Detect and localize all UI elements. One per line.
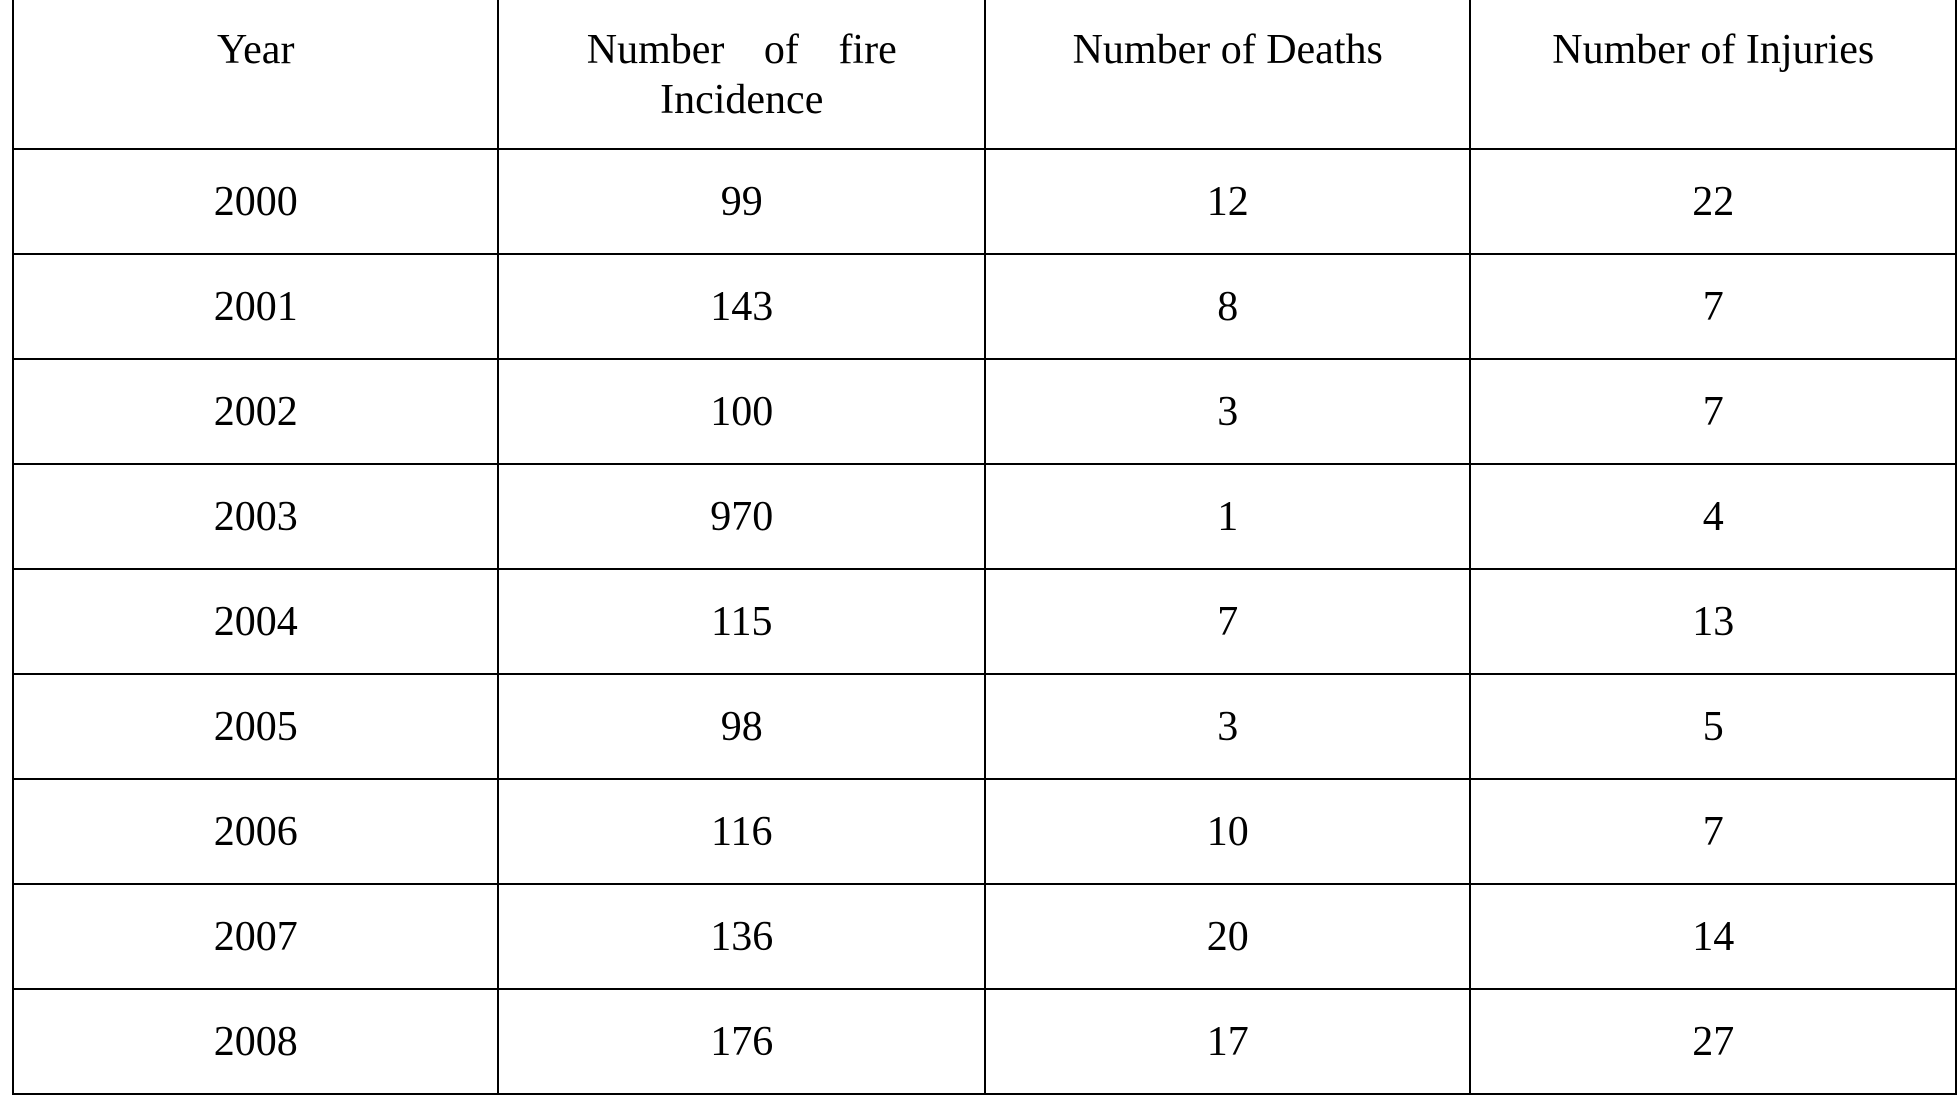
header-deaths: Number of Deaths: [985, 0, 1470, 149]
cell-deaths: 17: [985, 989, 1470, 1094]
cell-deaths: 8: [985, 254, 1470, 359]
cell-year: 2008: [13, 989, 498, 1094]
cell-deaths: 10: [985, 779, 1470, 884]
table-header: [13, 0, 1956, 149]
header-row: [13, 0, 1956, 149]
cell-injuries: 5: [1470, 674, 1956, 779]
table-row: [13, 884, 1956, 989]
table-row: [13, 254, 1956, 359]
cell-year: 2001: [13, 254, 498, 359]
cell-deaths: 7: [985, 569, 1470, 674]
cell-year: 2000: [13, 149, 498, 254]
cell-fire-incidence: 143: [498, 254, 985, 359]
cell-deaths: 1: [985, 464, 1470, 569]
cell-fire-incidence: 115: [498, 569, 985, 674]
cell-fire-incidence: 176: [498, 989, 985, 1094]
cell-fire-incidence: 99: [498, 149, 985, 254]
cell-fire-incidence: 116: [498, 779, 985, 884]
cell-injuries: 4: [1470, 464, 1956, 569]
cell-fire-incidence: 98: [498, 674, 985, 779]
cell-deaths: 3: [985, 359, 1470, 464]
cell-deaths: 12: [985, 149, 1470, 254]
table-row: [13, 464, 1956, 569]
table-row: [13, 359, 1956, 464]
cell-year: 2004: [13, 569, 498, 674]
cell-year: 2002: [13, 359, 498, 464]
table-body: [13, 149, 1956, 1094]
table-row: [13, 149, 1956, 254]
cell-deaths: 20: [985, 884, 1470, 989]
header-fire-incidence-label: Number of fire Incidence: [586, 27, 897, 123]
cell-year: 2006: [13, 779, 498, 884]
cell-injuries: 7: [1470, 779, 1956, 884]
table-row: [13, 989, 1956, 1094]
cell-injuries: 7: [1470, 254, 1956, 359]
table-row: [13, 674, 1956, 779]
cell-deaths: 3: [985, 674, 1470, 779]
header-fire-incidence: [498, 0, 985, 149]
cell-year: 2005: [13, 674, 498, 779]
fire-statistics-table: [12, 0, 1957, 1095]
cell-fire-incidence: 100: [498, 359, 985, 464]
cell-year: 2007: [13, 884, 498, 989]
table-row: [13, 569, 1956, 674]
cell-injuries: 14: [1470, 884, 1956, 989]
header-year: Year: [13, 0, 498, 149]
cell-injuries: 22: [1470, 149, 1956, 254]
cell-injuries: 13: [1470, 569, 1956, 674]
cell-injuries: 7: [1470, 359, 1956, 464]
table-row: [13, 779, 1956, 884]
cell-injuries: 27: [1470, 989, 1956, 1094]
cell-fire-incidence: 136: [498, 884, 985, 989]
cell-fire-incidence: 970: [498, 464, 985, 569]
cell-year: 2003: [13, 464, 498, 569]
header-injuries: Number of Injuries: [1470, 0, 1956, 149]
